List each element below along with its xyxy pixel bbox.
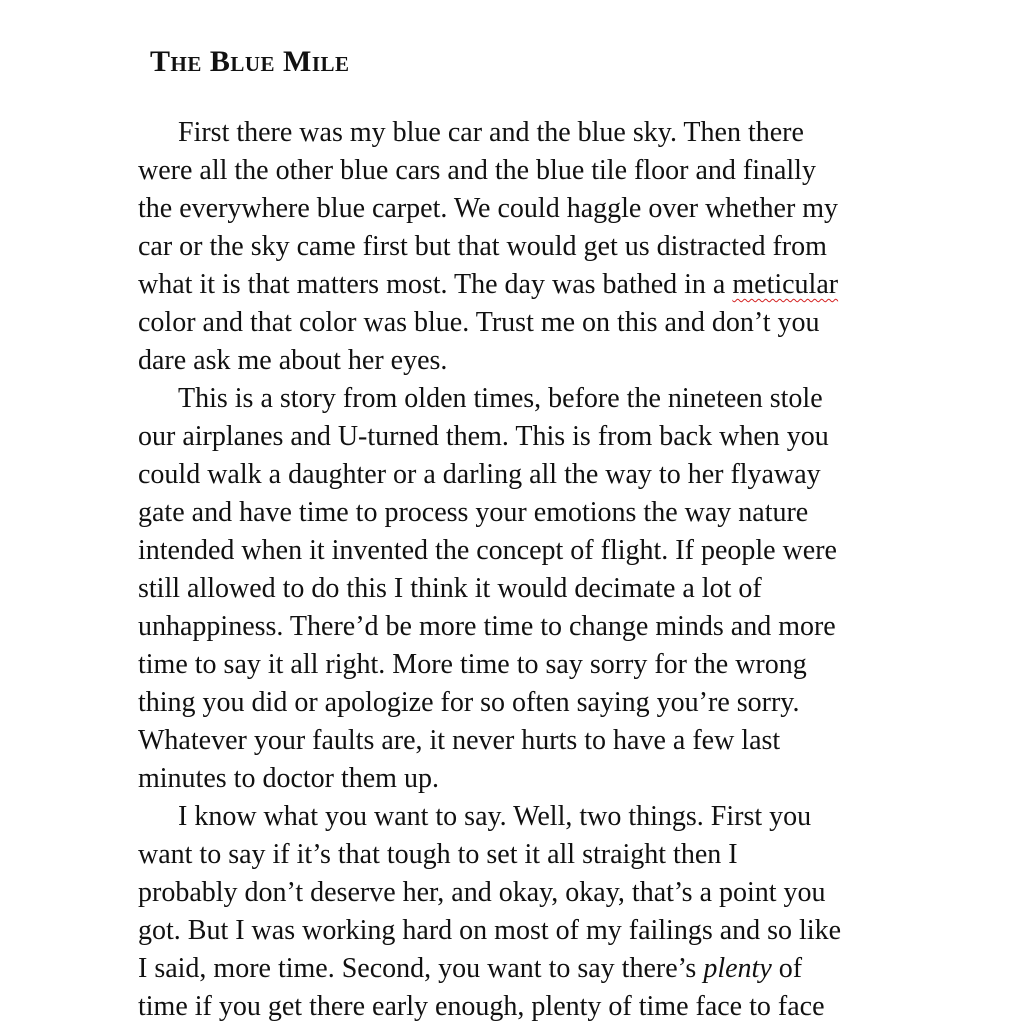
text-line: time to say it all right. More time to say sorry for the wrong: [138, 649, 807, 680]
text-line: could walk a daughter or a darling all the way to her flyaway: [138, 459, 821, 490]
text-line: the everywhere blue carpet. We could haggle over whether my: [138, 193, 839, 224]
text-line: time if you get there early enough, plenty of time face to face: [138, 991, 825, 1022]
text-line: minutes to doctor them up.: [138, 763, 439, 794]
text-line: [138, 266, 928, 304]
text-line: thing you did or apologize for so often saying you’re sorry.: [138, 687, 800, 718]
text-line: This is a story from olden times, before the nineteen stole: [178, 383, 823, 414]
text-line: got. But I was working hard on most of my failings and so like: [138, 915, 842, 946]
text-line: our airplanes and U-turned them. This is from back when you: [138, 421, 829, 452]
text-line: still allowed to do this I think it would decimate a lot of: [138, 573, 762, 604]
paragraph-1: [138, 114, 928, 380]
text-segment: of: [771, 953, 803, 984]
text-line: gate and have time to process your emotions the way nature: [138, 497, 809, 528]
text-segment: I said, more time. Second, you want to say there’s: [138, 953, 704, 984]
text-line: First there was my blue car and the blue sky. Then there: [178, 117, 804, 148]
text-line: I know what you want to say. Well, two things. First you: [178, 801, 812, 832]
text-segment: what it is that matters most. The day was bathed in a: [138, 269, 733, 300]
italic-word: plenty: [703, 953, 772, 984]
misspelled-word[interactable]: meticular: [732, 269, 839, 300]
text-line: [138, 950, 928, 988]
text-line: were all the other blue cars and the blue tile floor and finally: [138, 155, 816, 186]
text-line: car or the sky came first but that would get us distracted from: [138, 231, 827, 262]
text-line: unhappiness. There’d be more time to change minds and more: [138, 611, 836, 642]
document-body[interactable]: [138, 114, 928, 1022]
text-line: want to say if it’s that tough to set it all straight then I: [138, 839, 738, 870]
text-line: dare ask me about her eyes.: [138, 345, 448, 376]
text-line: intended when it invented the concept of flight. If people were: [138, 535, 837, 566]
text-line: Whatever your faults are, it never hurts to have a few last: [138, 725, 781, 756]
text-line: probably don’t deserve her, and okay, okay, that’s a point you: [138, 877, 826, 908]
text-line: color and that color was blue. Trust me on this and don’t you: [138, 307, 820, 338]
page-title: The Blue Mile: [150, 45, 350, 78]
paragraph-2: [138, 380, 928, 798]
paragraph-3: [138, 798, 928, 1022]
